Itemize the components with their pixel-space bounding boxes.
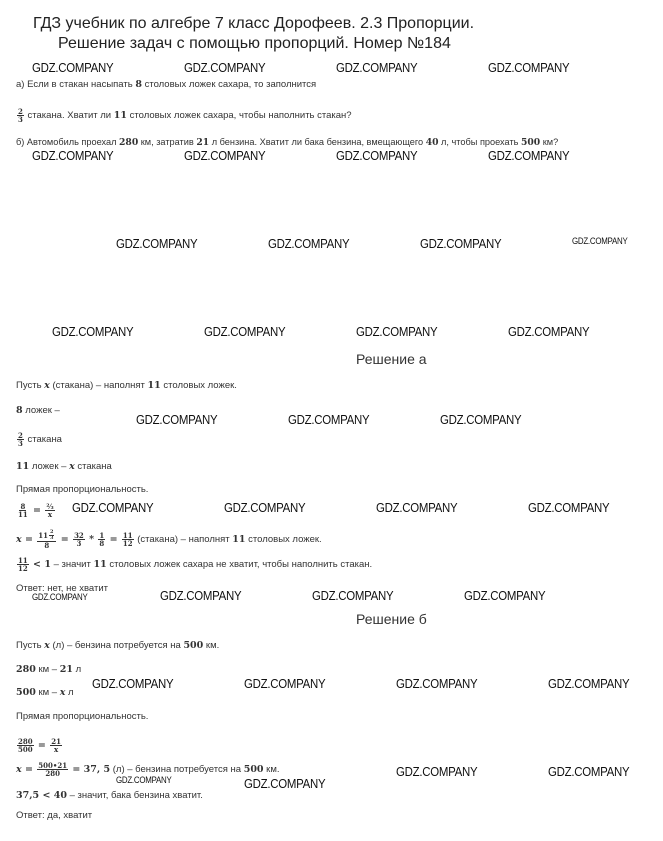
watermark: GDZ.COMPANY — [376, 500, 458, 515]
solution-a-line-1 — [16, 380, 237, 392]
watermark: GDZ.COMPANY — [116, 775, 172, 785]
page-title-line-1: ГДЗ учебник по алгебре 7 класс Дорофеев. 2.3 Пропорции. — [33, 15, 475, 32]
watermark: GDZ.COMPANY — [548, 676, 630, 691]
watermark: GDZ.COMPANY — [160, 588, 242, 603]
text: (л) – бензина потребуется на — [110, 764, 244, 776]
equals-sign: = — [21, 764, 37, 776]
solution-a-equation-1 — [16, 503, 56, 518]
number: 8 — [135, 79, 142, 90]
watermark: GDZ.COMPANY — [572, 236, 628, 246]
equals-sign: = — [21, 534, 37, 546]
numerator: 8 — [20, 502, 26, 511]
text: столовых ложек сахара не хватит, чтобы наполнить стакан. — [106, 559, 373, 571]
watermark: GDZ.COMPANY — [336, 148, 418, 163]
watermark: GDZ.COMPANY — [244, 676, 326, 691]
watermark: GDZ.COMPANY — [548, 764, 630, 779]
denominator: x — [53, 745, 59, 754]
text: Пусть — [16, 640, 45, 651]
text: б) Автомобиль проехал — [16, 137, 120, 147]
fraction — [17, 503, 29, 518]
numerator: 1 — [99, 531, 105, 540]
watermark: GDZ.COMPANY — [244, 776, 326, 791]
text: л, чтобы проехать — [438, 137, 521, 147]
denominator: 280 — [45, 769, 60, 778]
equals-sign: = — [106, 534, 121, 546]
solution-b-equation-1 — [16, 738, 63, 753]
inequality: 37,5 < 40 — [16, 790, 67, 801]
solution-b-line-2 — [16, 664, 81, 676]
text: (стакана) – наполнят — [134, 534, 233, 546]
fraction — [50, 738, 62, 753]
result: = 37, 5 — [69, 764, 111, 776]
number: 11 — [232, 534, 246, 546]
text: км. — [263, 764, 280, 776]
number: 8 — [16, 405, 23, 416]
problem-b — [16, 136, 558, 149]
solution-a-line-4 — [16, 461, 112, 473]
equals-sign: = — [57, 534, 73, 546]
fraction — [98, 532, 105, 547]
number: 21 — [59, 664, 73, 675]
fraction — [122, 532, 134, 547]
solution-b-equation-2 — [16, 762, 280, 777]
variable: x — [59, 687, 66, 698]
numerator: 32 — [74, 531, 84, 540]
watermark: GDZ.COMPANY — [184, 60, 266, 75]
numerator: 2 — [50, 529, 54, 535]
numerator: 11 — [18, 556, 28, 565]
text: ложек – — [22, 405, 60, 416]
number: 21 — [196, 137, 210, 148]
text: а) Если в стакан насыпать — [16, 79, 136, 90]
denominator: 3 — [50, 535, 54, 541]
denominator: 3 — [76, 539, 82, 548]
text: л — [65, 687, 74, 698]
fraction — [17, 108, 24, 123]
number: 11 — [16, 461, 30, 472]
solution-a-line-5: Прямая пропорциональность. — [16, 484, 149, 495]
number: 500 — [183, 640, 204, 651]
number: 500 — [521, 137, 541, 148]
watermark: GDZ.COMPANY — [356, 324, 438, 339]
text: л бензина. Хватит ли бака бензина, вмещающего — [209, 137, 426, 147]
text: столовых ложек сахара, то заполнится — [141, 79, 317, 90]
number: 11 — [147, 380, 161, 391]
solution-a-line-2 — [16, 405, 60, 417]
numerator: ⅔ — [46, 502, 54, 511]
text: – значит, бака бензина хватит. — [66, 790, 203, 801]
text: ложек – — [29, 461, 70, 472]
text: км – — [35, 664, 60, 675]
text: столовых ложек. — [160, 380, 237, 391]
numerator: 21 — [51, 737, 61, 746]
variable: x — [44, 380, 50, 391]
denominator: 12 — [122, 539, 133, 548]
watermark: GDZ.COMPANY — [336, 60, 418, 75]
denominator: 3 — [18, 115, 23, 124]
equals-sign: = — [34, 740, 50, 752]
solution-a-line-3 — [16, 432, 62, 447]
solution-b-heading: Решение б — [356, 611, 427, 627]
watermark: GDZ.COMPANY — [396, 764, 478, 779]
whole-part: 11 — [38, 531, 48, 540]
solution-a-answer: Ответ: нет, не хватит — [16, 583, 109, 594]
solution-b-equation-3 — [16, 790, 203, 802]
number: 40 — [425, 137, 439, 148]
solution-b-line-3 — [16, 687, 74, 699]
problem-a-line-2 — [16, 108, 352, 123]
watermark: GDZ.COMPANY — [32, 592, 88, 602]
numerator: 11 — [122, 531, 133, 540]
number: 500 — [243, 764, 264, 776]
equals-sign: = — [29, 505, 45, 517]
text: км – — [35, 687, 60, 698]
variable: x — [44, 640, 50, 651]
denominator: 12 — [18, 564, 28, 573]
text: столовых ложек. — [245, 534, 322, 546]
solution-a-equation-3 — [16, 557, 372, 572]
number: 11 — [113, 110, 127, 122]
numerator: 500•21 — [38, 761, 68, 770]
numerator: 2 — [18, 431, 23, 440]
watermark: GDZ.COMPANY — [508, 324, 590, 339]
fraction — [17, 738, 34, 753]
number: 280 — [16, 664, 36, 675]
watermark: GDZ.COMPANY — [440, 412, 522, 427]
variable: x — [16, 534, 22, 546]
watermark: GDZ.COMPANY — [136, 412, 218, 427]
text: – значит — [50, 559, 94, 571]
watermark: GDZ.COMPANY — [116, 236, 198, 251]
fraction — [17, 432, 24, 447]
solution-b-line-1 — [16, 640, 219, 652]
watermark: GDZ.COMPANY — [32, 148, 114, 163]
watermark: GDZ.COMPANY — [224, 500, 306, 515]
fraction — [37, 762, 68, 777]
fraction — [37, 530, 56, 549]
number: 500 — [16, 687, 36, 698]
denominator: x — [47, 510, 53, 519]
text: стакана — [24, 434, 62, 446]
watermark: GDZ.COMPANY — [488, 60, 570, 75]
watermark: GDZ.COMPANY — [528, 500, 610, 515]
text: столовых ложек сахара, чтобы наполнить стакан? — [126, 110, 352, 122]
denominator: 3 — [18, 439, 23, 448]
number: 280 — [119, 137, 139, 148]
text: л — [72, 664, 82, 675]
number: 1 — [44, 559, 51, 571]
solution-b-answer: Ответ: да, хватит — [16, 810, 93, 821]
variable: x — [69, 461, 75, 472]
watermark: GDZ.COMPANY — [464, 588, 546, 603]
solution-a-equation-2 — [16, 530, 322, 549]
fraction — [49, 530, 54, 541]
watermark: GDZ.COMPANY — [52, 324, 134, 339]
fraction — [17, 557, 29, 572]
watermark: GDZ.COMPANY — [32, 60, 114, 75]
watermark: GDZ.COMPANY — [184, 148, 266, 163]
watermark: GDZ.COMPANY — [396, 676, 478, 691]
text: км, затратив — [138, 137, 197, 147]
denominator: 11 — [18, 510, 28, 519]
solution-b-line-4: Прямая пропорциональность. — [16, 711, 149, 722]
watermark: GDZ.COMPANY — [72, 500, 154, 515]
text: стакана — [74, 461, 112, 472]
variable: x — [16, 764, 22, 776]
watermark: GDZ.COMPANY — [268, 236, 350, 251]
watermark: GDZ.COMPANY — [488, 148, 570, 163]
text: стакана. Хватит ли — [24, 110, 114, 122]
text: (л) – бензина потребуется на — [49, 640, 184, 651]
watermark: GDZ.COMPANY — [288, 412, 370, 427]
solution-a-heading: Решение а — [356, 351, 427, 367]
number: 11 — [93, 559, 107, 571]
fraction — [73, 532, 85, 547]
denominator: 8 — [44, 541, 50, 550]
text: Пусть — [16, 380, 45, 391]
text: км? — [540, 137, 559, 147]
text: (стакана) – наполнят — [49, 380, 148, 391]
mixed-number — [38, 530, 55, 541]
page-title-line-2: Решение задач с помощью пропорций. Номер №184 — [58, 35, 451, 52]
multiply-sign: * — [85, 534, 98, 546]
fraction — [45, 503, 54, 518]
numerator: 280 — [18, 737, 33, 746]
watermark: GDZ.COMPANY — [312, 588, 394, 603]
less-than-sign: < — [29, 559, 45, 571]
watermark: GDZ.COMPANY — [420, 236, 502, 251]
watermark: GDZ.COMPANY — [92, 676, 174, 691]
denominator: 500 — [18, 745, 33, 754]
numerator: 2 — [18, 107, 23, 116]
problem-a-line-1 — [16, 79, 316, 91]
denominator: 8 — [99, 539, 105, 548]
watermark: GDZ.COMPANY — [204, 324, 286, 339]
text: км. — [203, 640, 220, 651]
